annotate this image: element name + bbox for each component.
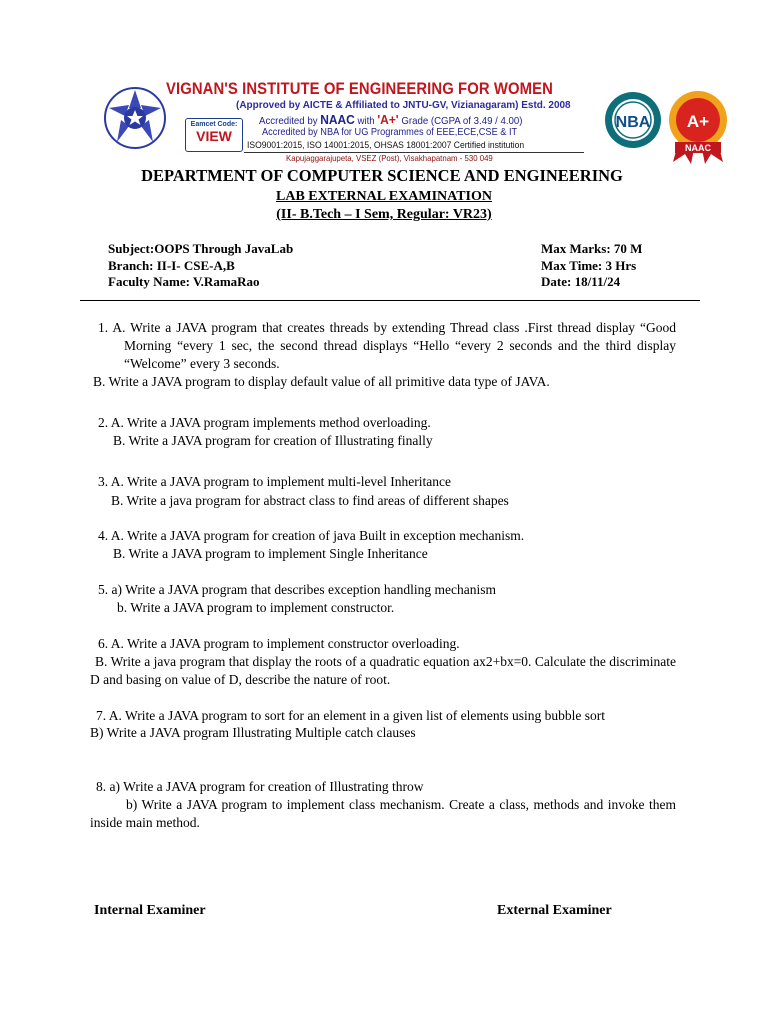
external-examiner-label: External Examiner xyxy=(497,903,612,918)
details-divider xyxy=(80,300,700,301)
institute-name: VIGNAN'S INSTITUTE OF ENGINEERING FOR WOMEN xyxy=(166,80,553,98)
naac-badge-grade: A+ xyxy=(686,112,710,131)
eamcet-code: VIEW xyxy=(196,128,232,144)
naac-grade: 'A+' xyxy=(377,112,399,127)
question-8a: 8. a) Write a JAVA program for creation of Illustrating throw xyxy=(96,779,424,794)
institute-address: Kapujaggarajupeta, VSEZ (Post), Visakhapatnam - 530 049 xyxy=(286,153,493,163)
exam-title: LAB EXTERNAL EXAMINATION xyxy=(276,189,492,204)
naac-a-plus-badge-icon xyxy=(665,88,731,166)
institute-logo-icon xyxy=(103,86,167,150)
nba-seal-icon xyxy=(603,86,663,156)
exam-details-left xyxy=(108,241,293,291)
naac-with: with xyxy=(354,115,378,127)
semester-info: (II- B.Tech – I Sem, Regular: VR23) xyxy=(276,207,492,222)
nba-accreditation-line: Accredited by NBA for UG Programmes of EEE,ECE,CSE & IT xyxy=(262,127,518,138)
question-5a: 5. a) Write a JAVA program that describes exception handling mechanism xyxy=(98,582,496,597)
department-title: DEPARTMENT OF COMPUTER SCIENCE AND ENGINEERING xyxy=(141,166,623,185)
eamcet-label: Eamcet Code: xyxy=(190,121,238,128)
internal-examiner-label: Internal Examiner xyxy=(94,903,206,918)
letterhead xyxy=(0,0,768,168)
naac-name: NAAC xyxy=(320,112,355,127)
question-3a: 3. A. Write a JAVA program to implement multi-level Inheritance xyxy=(98,474,452,489)
question-7a: 7. A. Write a JAVA program to sort for an element in a given list of elements using bubble sort xyxy=(96,708,606,723)
question-2b: B. Write a JAVA program for creation of Illustrating finally xyxy=(113,433,433,448)
question-6b: B. Write a java program that display the roots of a quadratic equation ax2+bx=0. Calculate the discriminate D and basing on value of D, describe the nature of root. xyxy=(90,654,676,687)
eamcet-code-box xyxy=(185,118,243,152)
max-marks-label: Max Marks: 70 M xyxy=(541,241,643,256)
iso-certification-line: ISO9001:2015, ISO 14001:2015, OHSAS 18001:2007 Certified institution xyxy=(247,140,525,151)
naac-accreditation-line xyxy=(259,112,523,127)
faculty-label: Faculty Name: V.RamaRao xyxy=(108,274,260,289)
question-7b: B) Write a JAVA program Illustrating Multiple catch clauses xyxy=(90,725,416,740)
question-6a: 6. A. Write a JAVA program to implement constructor overloading. xyxy=(98,636,460,651)
date-label: Date: 18/11/24 xyxy=(541,274,621,289)
question-8b: b) Write a JAVA program to implement class mechanism. Create a class, methods and invoke them inside main method. xyxy=(90,797,676,830)
question-1a xyxy=(98,319,676,373)
question-5b: b. Write a JAVA program to implement constructor. xyxy=(117,600,395,615)
exam-details-right xyxy=(541,241,642,291)
max-time-label: Max Time: 3 Hrs xyxy=(541,257,637,273)
naac-badge-label: NAAC xyxy=(685,143,711,153)
naac-suffix: Grade (CGPA of 3.49 / 4.00) xyxy=(398,115,523,127)
subject-label: Subject:OOPS Through JavaLab xyxy=(108,241,294,256)
naac-prefix: Accredited by xyxy=(259,115,321,127)
nba-badge-text: NBA xyxy=(615,114,651,131)
question-1a-text: 1. A. Write a JAVA program that creates threads by extending Thread class .First thread display “Good Morning “every 1 sec, the second thread displays “Hello “every 2 seconds and the third display “Welcome” every 3 seconds. xyxy=(98,320,676,371)
question-1b: B. Write a JAVA program to display default value of all primitive data type of JAVA. xyxy=(93,374,550,389)
question-4a: 4. A. Write a JAVA program for creation of java Built in exception mechanism. xyxy=(98,528,525,543)
question-3b: B. Write a java program for abstract class to find areas of different shapes xyxy=(111,493,509,508)
branch-label: Branch: II-I- CSE-A,B xyxy=(108,257,235,273)
question-4b: B. Write a JAVA program to implement Single Inheritance xyxy=(113,546,428,561)
question-2a: 2. A. Write a JAVA program implements method overloading. xyxy=(98,415,431,430)
approval-line: (Approved by AICTE & Affiliated to JNTU-GV, Vizianagaram) Estd. 2008 xyxy=(236,99,571,111)
